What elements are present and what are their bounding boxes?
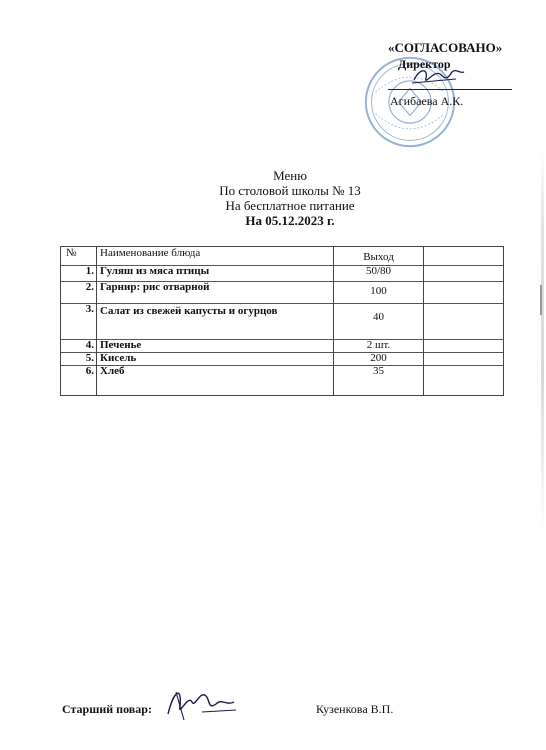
footer-signature-block bbox=[62, 700, 502, 730]
row-empty-cell bbox=[424, 365, 503, 395]
table-row bbox=[61, 365, 503, 395]
col-name-header: Наименование блюда bbox=[97, 247, 334, 265]
approval-role: Директор bbox=[398, 57, 451, 71]
date-line: На 05.12.2023 г. bbox=[245, 213, 335, 228]
dish-output: 40 bbox=[334, 303, 424, 339]
menu-title: Меню bbox=[273, 168, 307, 183]
row-number: 3. bbox=[61, 303, 97, 339]
row-empty-cell bbox=[424, 339, 503, 352]
row-empty-cell bbox=[424, 303, 503, 339]
row-number: 4. bbox=[61, 339, 97, 352]
senior-cook-label: Старший повар: bbox=[62, 702, 152, 716]
scan-edge-shadow bbox=[541, 150, 544, 530]
dish-output: 200 bbox=[334, 352, 424, 365]
menu-header bbox=[160, 168, 420, 228]
dish-name: Салат из свежей капусты и огурцов bbox=[97, 303, 334, 339]
table-header-row bbox=[61, 247, 503, 266]
signature-line bbox=[388, 89, 512, 90]
col-number-header: № bbox=[61, 247, 97, 265]
row-empty-cell bbox=[424, 265, 503, 281]
menu-table bbox=[60, 246, 504, 396]
dish-name: Гуляш из мяса птицы bbox=[97, 265, 334, 281]
table-row bbox=[61, 352, 503, 366]
table-row bbox=[61, 265, 503, 282]
director-name: Агибаева А.К. bbox=[390, 94, 464, 108]
dish-output: 50/80 bbox=[334, 265, 424, 281]
table-row bbox=[61, 281, 503, 304]
approval-block bbox=[360, 40, 530, 140]
dish-output: 2 шт. bbox=[334, 339, 424, 352]
dish-name: Хлеб bbox=[97, 365, 334, 395]
col-empty bbox=[424, 247, 503, 265]
dish-output: 100 bbox=[334, 281, 424, 303]
director-signature bbox=[410, 64, 468, 88]
dish-name: Гарнир: рис отварной bbox=[97, 281, 334, 303]
dish-output: 35 bbox=[334, 365, 424, 395]
approval-title: «СОГЛАСОВАНО» bbox=[388, 40, 503, 55]
cook-signature bbox=[162, 684, 238, 722]
row-number: 6. bbox=[61, 365, 97, 395]
free-meal-line: На бесплатное питание bbox=[225, 198, 355, 213]
dish-name: Кисель bbox=[97, 352, 334, 365]
col-output-header: Выход bbox=[334, 247, 424, 265]
row-number: 1. bbox=[61, 265, 97, 281]
row-empty-cell bbox=[424, 281, 503, 303]
dish-name: Печенье bbox=[97, 339, 334, 352]
table-row bbox=[61, 339, 503, 353]
row-number: 5. bbox=[61, 352, 97, 365]
row-empty-cell bbox=[424, 352, 503, 365]
senior-cook-name: Кузенкова В.П. bbox=[316, 702, 394, 716]
school-line: По столовой школы № 13 bbox=[219, 183, 361, 198]
scan-edge-mark bbox=[540, 285, 542, 315]
table-row bbox=[61, 303, 503, 340]
row-number: 2. bbox=[61, 281, 97, 303]
